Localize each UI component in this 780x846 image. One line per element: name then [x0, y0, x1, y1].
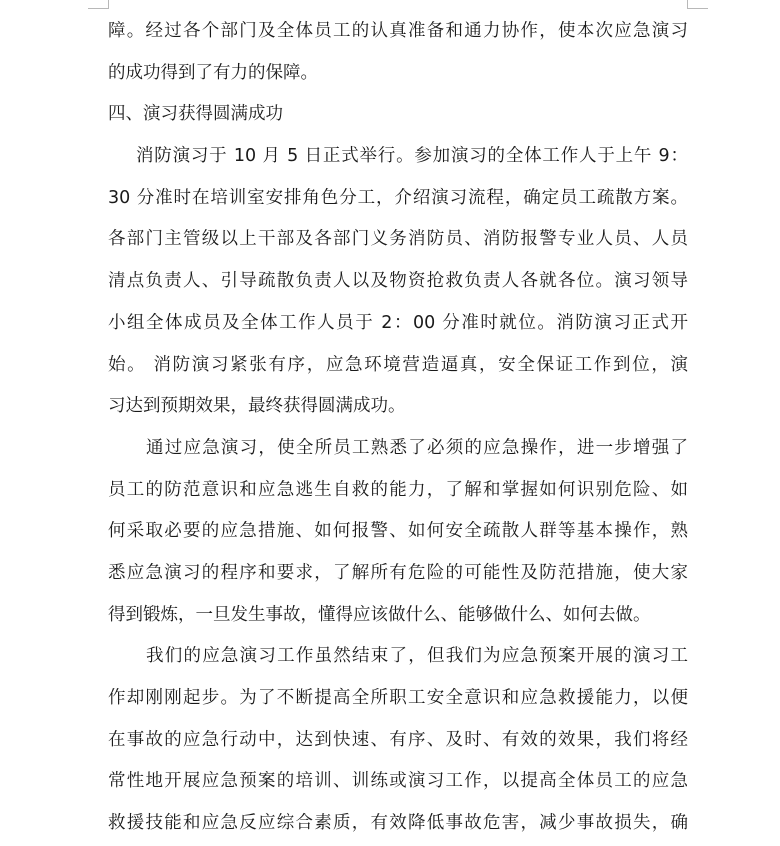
text-line: 作却刚刚起步。为了不断提高全所职工安全意识和应急救援能力，以便: [108, 688, 688, 708]
text-line: 习达到预期效果，最终获得圆满成功。: [108, 396, 406, 417]
text-line: 得到锻炼，一旦发生事故，懂得应该做什么、能够做什么、如何去做。: [108, 604, 651, 625]
text-line: 通过应急演习，使全所员工熟悉了必须的应急操作，进一步增强了: [146, 437, 688, 458]
text-line: 障。经过各个部门及全体员工的认真准备和通力协作，使本次应急演习: [108, 21, 688, 41]
document-body: [108, 11, 688, 845]
text-line: 小组全体成员及全体工作人员于 2：00 分准时就位。消防演习正式开: [108, 312, 688, 333]
text-line: 消防演习于 10 月 5 日正式举行。参加演习的全体工作人于上午 9：: [136, 146, 688, 167]
text-line: 在事故的应急行动中，达到快速、有序、及时、有效的效果，我们将经: [108, 729, 688, 750]
text-line: 悉应急演习的程序和要求，了解所有危险的可能性及防范措施，使大家: [108, 562, 688, 583]
text-line: 我们的应急演习工作虽然结束了，但我们为应急预案开展的演习工: [146, 646, 688, 667]
text-line: 始。 消防演习紧张有序，应急环境营造逼真，安全保证工作到位，演: [108, 354, 688, 375]
text-line: 清点负责人、引导疏散负责人以及物资抢救负责人各就各位。演习领导: [108, 271, 688, 292]
text-line: 救援技能和应急反应综合素质，有效降低事故危害，减少事故损失，确: [108, 813, 688, 834]
text-line: 何采取必要的应急措施、如何报警、如何安全疏散人群等基本操作，熟: [108, 521, 688, 542]
section-heading: 四、演习获得圆满成功: [108, 104, 283, 125]
page-corner-mark-left: [88, 0, 109, 9]
page-corner-mark-right: [687, 0, 708, 9]
text-line: 30 分准时在培训室安排角色分工，介绍演习流程，确定员工疏散方案。: [108, 187, 688, 208]
text-line: 各部门主管级以上干部及各部门义务消防员、消防报警专业人员、人员: [108, 229, 688, 250]
text-line: 员工的防范意识和应急逃生自救的能力，了解和掌握如何识别危险、如: [108, 479, 688, 500]
text-line: 常性地开展应急预案的培训、训练或演习工作，以提高全体员工的应急: [108, 771, 688, 792]
text-line: 的成功得到了有力的保障。: [108, 62, 318, 83]
